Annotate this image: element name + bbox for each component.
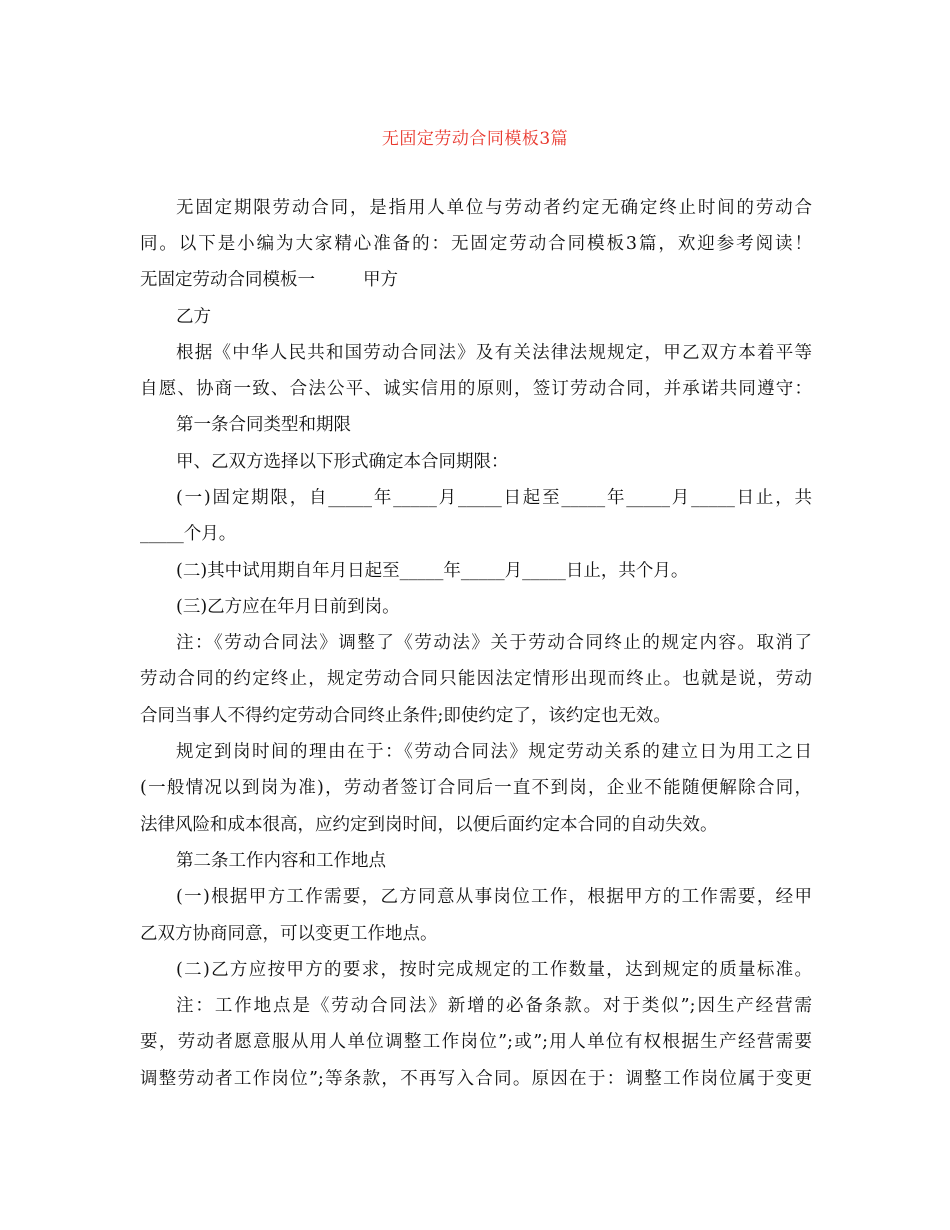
article-heading: 第一条合同类型和期限 bbox=[176, 415, 351, 435]
paragraph-line: _____个月。 bbox=[140, 524, 237, 544]
party-b-label: 乙方 bbox=[176, 307, 211, 327]
paragraph-line: 乙双方协商同意，可以变更工作地点。 bbox=[140, 924, 438, 944]
paragraph-line: 劳动合同的约定终止，规定劳动合同只能因法定情形出现而终止。也就是说，劳动 bbox=[140, 669, 812, 689]
section-heading-line bbox=[140, 268, 812, 292]
paragraph-line: 甲、乙双方选择以下形式确定本合同期限： bbox=[176, 452, 509, 472]
paragraph-line: 注：工作地点是《劳动合同法》新增的必备条款。对于类似”;因生产经营需 bbox=[176, 996, 812, 1016]
paragraph-line: 调整劳动者工作岗位”;等条款，不再写入合同。原因在于：调整工作岗位属于变更 bbox=[140, 1069, 812, 1089]
paragraph-line: (一)根据甲方工作需要，乙方同意从事岗位工作，根据甲方的工作需要，经甲 bbox=[176, 887, 812, 907]
paragraph-line: 法律风险和成本很高，应约定到岗时间，以便后面约定本合同的自动失效。 bbox=[140, 815, 718, 835]
paragraph-line: (二)乙方应按甲方的要求，按时完成规定的工作数量，达到规定的质量标准。 bbox=[176, 960, 812, 980]
paragraph-line: (一)固定期限，自_____年_____月_____日起至_____年_____月_____日止，共 bbox=[176, 488, 812, 508]
paragraph-line: 自愿、协商一致、合法公平、诚实信用的原则，签订劳动合同，并承诺共同遵守： bbox=[140, 379, 812, 399]
document-title: 无固定劳动合同模板3篇 bbox=[381, 129, 569, 149]
section-heading: 无固定劳动合同模板一 bbox=[140, 270, 315, 290]
paragraph-line: (一般情况以到岗为准)，劳动者签订合同后一直不到岗，企业不能随便解除合同， bbox=[140, 778, 812, 798]
paragraph-line: 要，劳动者愿意服从用人单位调整工作岗位”;或”;用人单位有权根据生产经营需要 bbox=[140, 1032, 812, 1052]
paragraph-line: 根据《中华人民共和国劳动合同法》及有关法律法规规定，甲乙双方本着平等 bbox=[176, 343, 812, 363]
paragraph-line: 规定到岗时间的理由在于：《劳动合同法》规定劳动关系的建立日为用工之日 bbox=[176, 742, 812, 762]
paragraph-line: 注：《劳动合同法》调整了《劳动法》关于劳动合同终止的规定内容。取消了 bbox=[176, 633, 812, 653]
paragraph-line: 无固定期限劳动合同，是指用人单位与劳动者约定无确定终止时间的劳动合 bbox=[176, 198, 812, 218]
paragraph-line: 同。以下是小编为大家精心准备的：无固定劳动合同模板3篇，欢迎参考阅读！ bbox=[140, 234, 812, 254]
paragraph-line: (三)乙方应在年月日前到岗。 bbox=[176, 597, 400, 617]
article-heading: 第二条工作内容和工作地点 bbox=[176, 851, 386, 871]
paragraph-line: 合同当事人不得约定劳动合同终止条件;即使约定了，该约定也无效。 bbox=[140, 706, 671, 726]
paragraph-line: (二)其中试用期自年月日起至_____年_____月_____日止，共个月。 bbox=[176, 561, 689, 581]
party-a-label: 甲方 bbox=[363, 270, 398, 290]
